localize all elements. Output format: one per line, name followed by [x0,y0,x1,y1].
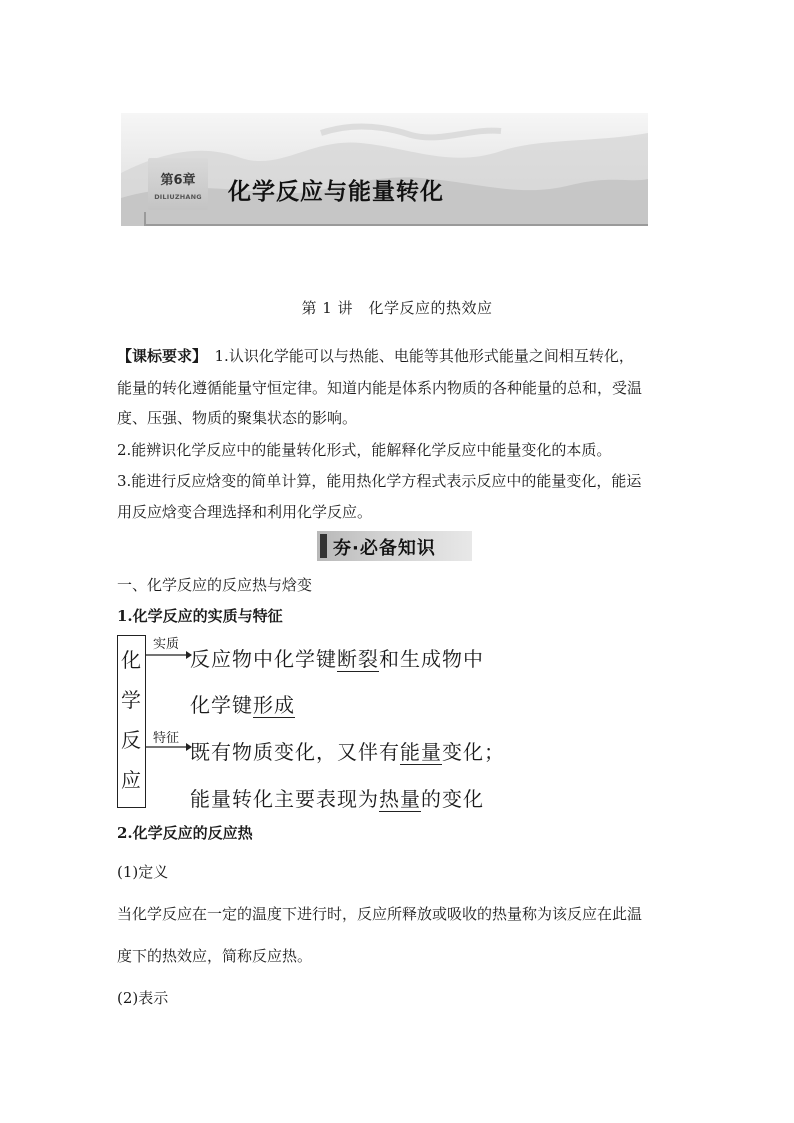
essence-line-2 [190,689,295,718]
blank-answer-bond-breaking: 断裂 [337,647,379,671]
label-feature: 特征 [153,731,180,746]
heading-1: 一、化学反应的反应热与焓变 [117,576,313,594]
requirement-3-line-2: 用反应焓变合理选择和利用化学反应。 [117,503,373,521]
requirement-1-line-1: 1.认识化学能可以与热能、电能等其他形式能量之间相互转化， [199,347,634,365]
section-heading: 夯·必备知识 [333,538,436,559]
requirement-2: 2.能辨识化学反应中的能量转化形式，能解释化学反应中能量变化的本质。 [117,441,612,459]
feature-text-c: 能量转化主要表现为 [190,787,379,811]
chapter-pinyin: DILIUZHANG [154,193,202,201]
essence-text-a: 反应物中化学键 [190,647,337,671]
subheading-2: 2.化学反应的反应热 [117,824,253,842]
box-char-1: 化 [121,648,141,672]
chapter-number-badge [148,158,208,210]
feature-text-a: 既有物质变化，又伴有 [190,740,400,764]
item-1-definition: (1)定义 [117,863,169,881]
blank-answer-heat: 热量 [379,787,421,811]
chapter-number: 第6章 [160,173,196,188]
banner-corner-line [144,212,146,226]
feature-text-b: 变化； [442,740,505,764]
label-essence: 实质 [153,637,180,652]
section-heading-bar [317,531,472,561]
blank-answer-bond-forming: 形成 [253,693,295,717]
diagram-box [117,635,146,808]
section-heading-marker [320,534,327,558]
item-2-representation: (2)表示 [117,989,169,1007]
requirements-tag: 【课标要求】 [117,347,200,365]
subheading-1: 1.化学反应的实质与特征 [117,607,283,625]
feature-line-2 [190,783,484,812]
requirement-1-line-3: 度、压强、物质的聚集状态的影响。 [117,409,358,427]
feature-line-1 [190,736,505,765]
box-char-2: 学 [121,688,141,712]
definition-line-2: 度下的热效应，简称反应热。 [117,947,313,965]
requirement-1-line-2: 能量的转化遵循能量守恒定律。知道内能是体系内物质的各种能量的总和，受温 [117,379,643,397]
box-char-4: 应 [121,768,141,792]
definition-line-1: 当化学反应在一定的温度下进行时，反应所释放或吸收的热量称为该反应在此温 [117,905,643,923]
chapter-title: 化学反应与能量转化 [228,179,444,205]
box-char-3: 反 [121,728,141,752]
essence-text-b: 和生成物中 [379,647,484,671]
lecture-title: 第 1 讲 化学反应的热效应 [301,299,493,317]
requirements-line-1 [117,345,634,366]
blank-answer-energy: 能量 [400,740,442,764]
feature-text-d: 的变化 [421,787,484,811]
essence-text-c: 化学键 [190,693,253,717]
requirement-3-line-1: 3.能进行反应焓变的简单计算，能用热化学方程式表示反应中的能量变化，能运 [117,472,642,490]
essence-line-1 [190,643,484,672]
banner-underline [144,224,648,226]
